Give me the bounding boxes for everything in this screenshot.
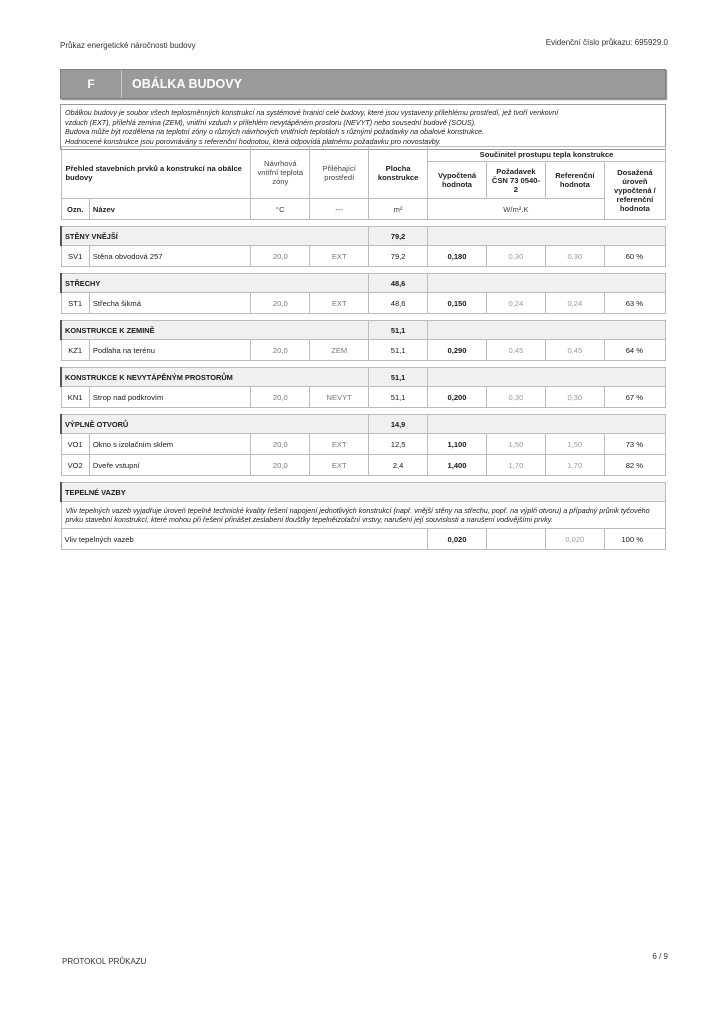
group-title: VÝPLNĚ OTVORŮ: [61, 415, 369, 434]
element-area: 51,1: [369, 340, 428, 361]
u-calculated: 0,150: [428, 293, 487, 314]
group-title: KONSTRUKCE K NEVYTÁPĚNÝM PROSTORŮM: [61, 368, 369, 387]
element-area: 2,4: [369, 455, 428, 476]
u-group-header: Součinitel prostupu tepla konstrukce: [428, 147, 666, 162]
u-calculated: 1,400: [428, 455, 487, 476]
element-name: Dveře vstupní: [89, 455, 250, 476]
group-title: STŘECHY: [61, 274, 369, 293]
spacer-row: [61, 267, 666, 274]
achieved-level: 63 %: [604, 293, 665, 314]
name-header: Název: [89, 199, 250, 220]
group-row: [61, 227, 666, 246]
u-reference: 0,020: [545, 529, 604, 550]
area-header: Plocha konstrukce: [369, 147, 428, 199]
intro-line: Budova může být rozdělena na teplotní zóny o různých návrhových vnitřních teplotách s různými požadavky na obalové konstrukce.: [65, 127, 485, 136]
element-name: Podlaha na terénu: [89, 340, 250, 361]
spacer-row: [61, 314, 666, 321]
achieved-level: 73 %: [604, 434, 665, 455]
group-empty: [428, 415, 666, 434]
group-empty: [428, 227, 666, 246]
group-empty: [428, 321, 666, 340]
element-area: 51,1: [369, 387, 428, 408]
u-req-header: Požadavek ČSN 73 0540-2: [486, 162, 545, 199]
u-reference: 1,70: [545, 455, 604, 476]
spacer: [61, 314, 666, 321]
unit-area: m²: [369, 199, 428, 220]
achieved-level: 64 %: [604, 340, 665, 361]
group-area: 79,2: [369, 227, 428, 246]
section-header: [60, 69, 666, 99]
adjacent-environment: EXT: [310, 434, 369, 455]
element-code: KZ1: [61, 340, 89, 361]
u-reference: 0,45: [545, 340, 604, 361]
header-row-1: [61, 147, 666, 162]
group-row: [61, 274, 666, 293]
page-number: 6 / 9: [652, 952, 668, 961]
achieved-level: 60 %: [604, 246, 665, 267]
unit-u: W/m².K: [428, 199, 605, 220]
design-temperature: 20,0: [251, 434, 310, 455]
spacer-row: [61, 220, 666, 227]
thermal-bridges-title-row: [61, 483, 666, 502]
element-name: Strop nad podkrovím: [89, 387, 250, 408]
adjacent-environment: EXT: [310, 293, 369, 314]
intro-line: Hodnocené konstrukce jsou porovnávány s referenční hodnotou, která odpovídá platnému požadavku pro novostavby.: [65, 136, 441, 146]
u-calculated: 0,020: [428, 529, 487, 550]
u-calculated: 0,180: [428, 246, 487, 267]
element-area: 12,5: [369, 434, 428, 455]
table-row: [61, 434, 666, 455]
u-reference: 0,24: [545, 293, 604, 314]
group-row: [61, 321, 666, 340]
u-required: 0,30: [486, 387, 545, 408]
achieved-level: 100 %: [604, 529, 665, 550]
thermal-bridges-label: Vliv tepelných vazeb: [61, 529, 428, 550]
element-area: 48,6: [369, 293, 428, 314]
section-letter: F: [61, 70, 122, 98]
element-code: KN1: [61, 387, 89, 408]
spacer: [61, 361, 666, 368]
u-reference: 0,30: [545, 387, 604, 408]
group-empty: [428, 274, 666, 293]
table-row: [61, 387, 666, 408]
spacer-row: [61, 476, 666, 483]
element-name: Stěna obvodová 257: [89, 246, 250, 267]
adjacent-environment: EXT: [310, 246, 369, 267]
section-title: OBÁLKA BUDOVY: [132, 77, 242, 91]
design-temperature: 20,0: [251, 455, 310, 476]
design-temperature: 20,0: [251, 387, 310, 408]
spacer-row: [61, 408, 666, 415]
u-pct-header: Dosažená úroveň vypočtená / referenční hodnota: [604, 162, 665, 220]
spacer-row: [61, 361, 666, 368]
u-required: 0,24: [486, 293, 545, 314]
u-calculated: 1,100: [428, 434, 487, 455]
adjacent-environment: EXT: [310, 455, 369, 476]
adjacent-environment: NEVYT: [310, 387, 369, 408]
thermal-bridges-row: [61, 529, 666, 550]
header-row-3: [61, 199, 666, 220]
intro-line: Obálkou budovy je soubor všech teplosměnných konstrukcí na systémové hranici celé budovy, které jsou vystaveny přilehlému prostředí, jež tvoří venkovní: [65, 108, 559, 117]
table-row: [61, 455, 666, 476]
table-row: [61, 340, 666, 361]
element-name: Okno s izolačním sklem: [89, 434, 250, 455]
group-row: [61, 415, 666, 434]
u-required: 1,70: [486, 455, 545, 476]
unit-env: ---: [310, 199, 369, 220]
u-calc-header: Vypočtená hodnota: [428, 162, 487, 199]
achieved-level: 67 %: [604, 387, 665, 408]
group-area: 51,1: [369, 321, 428, 340]
envelope-table: [60, 146, 666, 550]
design-temperature: 20,0: [251, 340, 310, 361]
group-area: 14,9: [369, 415, 428, 434]
element-code: SV1: [61, 246, 89, 267]
element-name: Střecha šikmá: [89, 293, 250, 314]
achieved-level: 82 %: [604, 455, 665, 476]
group-row: [61, 368, 666, 387]
spacer: [61, 476, 666, 483]
element-area: 79,2: [369, 246, 428, 267]
group-area: 51,1: [369, 368, 428, 387]
document-title: Průkaz energetické náročnosti budovy: [60, 41, 196, 50]
evidence-number: Evidenční číslo průkazu: 695929.0: [545, 38, 668, 47]
u-calculated: 0,200: [428, 387, 487, 408]
footer-label: PROTOKOL PRŮKAZU: [62, 957, 147, 966]
spacer: [61, 220, 666, 227]
u-required: 0,45: [486, 340, 545, 361]
design-temperature: 20,0: [251, 246, 310, 267]
thermal-bridges-title: TEPELNÉ VAZBY: [61, 483, 666, 502]
group-empty: [428, 368, 666, 387]
overview-header: Přehled stavebních prvků a konstrukcí na obálce budovy: [61, 147, 251, 199]
temp-header: Návrhová vnitřní teplota zóny: [251, 147, 310, 199]
intro-text: [60, 104, 666, 150]
unit-temp: °C: [251, 199, 310, 220]
u-required: 0,30: [486, 246, 545, 267]
ozn-header: Ozn.: [61, 199, 89, 220]
u-required: 1,50: [486, 434, 545, 455]
table-row: [61, 293, 666, 314]
spacer: [61, 408, 666, 415]
element-code: VO2: [61, 455, 89, 476]
u-reference: 0,30: [545, 246, 604, 267]
intro-line: vzduch (EXT), přilehlá zemina (ZEM), vnitřní vzduch v přilehlém nevytápěném prostoru (NEVYT) nebo sousední budově (SOUS).: [65, 117, 477, 127]
table-row: [61, 246, 666, 267]
group-title: STĚNY VNĚJŠÍ: [61, 227, 369, 246]
adjacent-environment: ZEM: [310, 340, 369, 361]
thermal-bridges-description: Vliv tepelných vazeb vyjadřuje úroveň tepelně technické kvality řešení napojení jednotlivých konstrukcí (např. vnější stěny na střechu, popř. na výplň otvoru) a případný průnik tyčového prvku stavební konstrukcí, které mohou při řešení přinášet zeslabení tloušťky tepelněizolační vrstvy, narušení její souvislosti a narušení vodivějšími prvky.: [61, 502, 666, 529]
spacer: [61, 267, 666, 274]
group-title: KONSTRUKCE K ZEMINĚ: [61, 321, 369, 340]
group-area: 48,6: [369, 274, 428, 293]
environment-header: Přiléhající prostředí: [310, 147, 369, 199]
thermal-bridges-desc-row: [61, 502, 666, 529]
u-ref-header: Referenční hodnota: [545, 162, 604, 199]
design-temperature: 20,0: [251, 293, 310, 314]
element-code: ST1: [61, 293, 89, 314]
u-reference: 1,50: [545, 434, 604, 455]
element-code: VO1: [61, 434, 89, 455]
u-required: [486, 529, 545, 550]
u-calculated: 0,290: [428, 340, 487, 361]
